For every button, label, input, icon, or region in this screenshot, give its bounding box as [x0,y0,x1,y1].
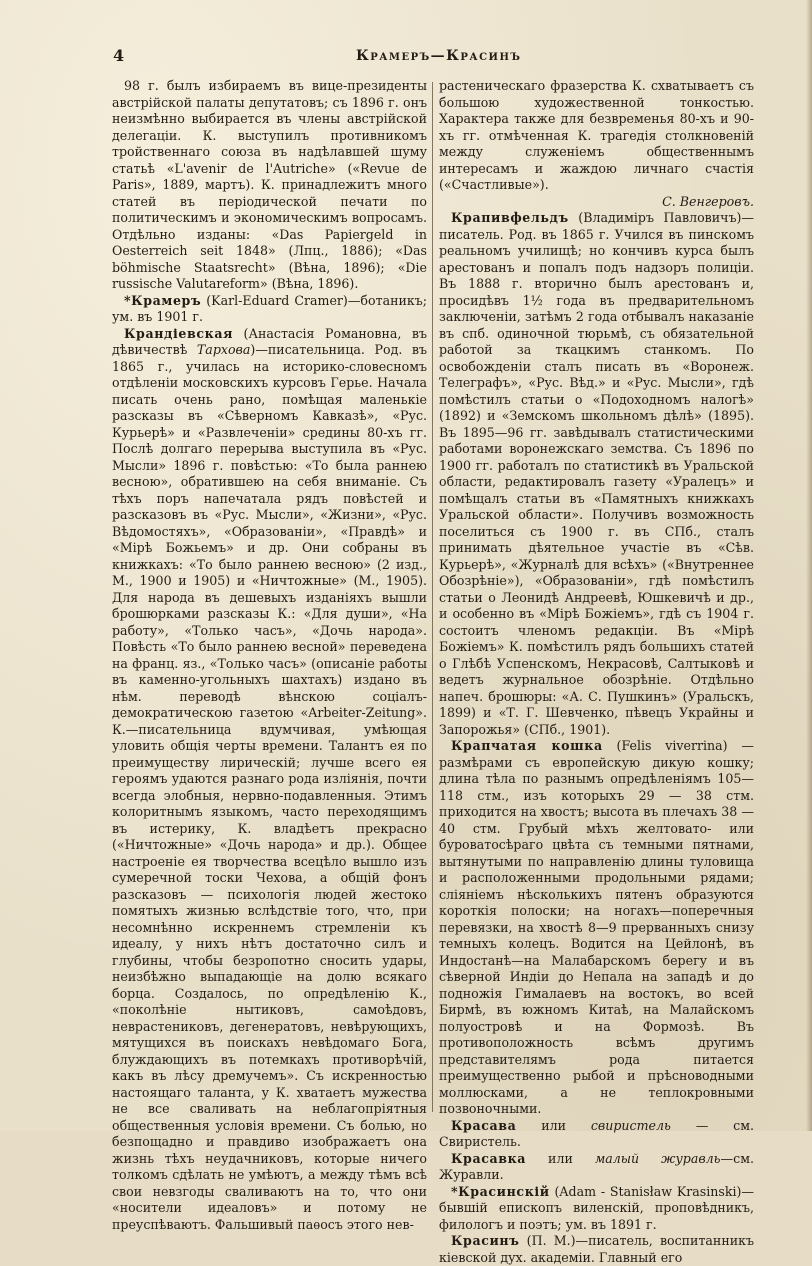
entry-headword: *Красинскій [451,1183,550,1199]
entry-text: — см. Свиристель. [439,1117,754,1149]
entry-headword: Красинъ [451,1233,520,1248]
entry-headword: *Крамеръ [124,292,202,308]
entry-paragraph [112,326,427,1234]
entry-paragraph [439,210,754,738]
entry-text: (Владиміръ Павловичъ)—писатель. Род. въ 1865 г. Учился въ пинскомъ реальномъ училищѣ; но кончивъ курса былъ арестованъ и попалъ подъ надзоръ полиціи. Въ 1888 г. вторично былъ арестованъ и, просидѣвъ 1½ года въ предварительномъ заключеніи, затѣмъ 2 года отбывалъ наказаніе въ спб. одиночной тюрьмѣ, съ обязательной работой за ткацкимъ станкомъ. По освобожденіи сталъ писать въ «Воронеж. Телеграфъ», «Рус. Вѣд.» и «Рус. Мысли», гдѣ помѣстилъ статьи о «Подоходномъ налогѣ» (1892) и «Земскомъ школьномъ дѣлѣ» (1895). Въ 1895—96 гг. завѣдывалъ статистическими работами воронежскаго земства. Съ 1896 по 1900 гг. работалъ по статистикѣ въ Уральской области, редактировалъ газету «Уралецъ» и помѣщалъ статьи въ «Памятныхъ книжкахъ Уральской области». Получивъ возможность поселиться съ 1900 г. въ СПб., сталъ принимать дѣятельное участіе въ «Сѣв. Курьерѣ», «Журналѣ для всѣхъ» («Внутреннее Обозрѣніе»), «Образованіи», гдѣ помѣстилъ статьи о Леонидѣ Андреевѣ, Юшкевичѣ и др., и особенно въ «Мірѣ Божіемъ», гдѣ съ 1904 г. состоитъ членомъ редакціи. Въ «Мірѣ Божіемъ» К. помѣстилъ рядъ большихъ статей о Глѣбѣ Успенскомъ, Некрасовѣ, Салтыковѣ и ведетъ журнальное обозрѣніе. Отдѣльно напеч. брошюры: «А. С. Пушкинъ» (Уральскъ, 1899) и «Т. Г. Шевченко, пѣвецъ Украйны и Запорожья» (СПб., 1901). [439,210,754,737]
left-column [112,78,428,1232]
entry-paragraph [439,1118,754,1151]
column-divider [432,82,433,1112]
entry-headword: Красава [451,1117,517,1133]
entry-text: растеническаго фразерства К. схватываетъ съ большою художественной тонкостью. Характера также для безвременья 80-хъ и 90-хъ гг. отмѣченная К. трагедія столкновеній между служеніемъ общественнымъ интересамъ и жаждою личнаго счастія («Счастливые»). [439,78,754,192]
entry-headword: Красавка [451,1150,527,1166]
entry-text: —см. Журавли. [439,1150,754,1182]
entry-text: )—писательница. Род. въ 1865 г., училась на историко-словесномъ отдѣленіи московскихъ курсовъ Герье. Начала писать очень рано, помѣщая маленькіе разсказы въ «Сѣверномъ Кавказѣ», «Рус. Курьерѣ» и «Развлеченіи» средины 80-хъ гг. Послѣ долгаго перерыва выступила въ «Рус. Мысли» 1896 г. повѣстью: «То была раннею весною», обратившею на себя вниманіе. Съ тѣхъ поръ напечатала рядъ повѣстей и разсказовъ въ «Рус. Мысли», «Жизни», «Рус. Вѣдомостяхъ», «Образованіи», «Правдѣ» и «Мірѣ Божьемъ» и др. Они собраны въ книжкахъ: «То было раннею весною» (2 изд., М., 1900 и 1905) и «Ничтожные» (М., 1905). Для народа въ дешевыхъ изданіяхъ вышли брошюрками разсказы К.: «Для души», «На работу», «Только часъ», «Дочь народа». Повѣсть «То было раннею весной» переведена на франц. яз., «Только часъ» (описаніе работы въ каменно-угольныхъ шахтахъ) издано въ нѣм. переводѣ вѣнскою соціалъ-демократическою газетою «Arbeiter-Zeitung». К.—писательница вдумчивая, умѣющая уловить общія черты времени. Талантъ ея по преимуществу лирическій; лучше всего ея героямъ удаются разнаго рода изліянія, почти всегда элобныя, нервно-подавленныя. Этимъ колоритнымъ языкомъ, часто переходящимъ въ истерику, К. владѣетъ прекрасно («Ничтожные» «Дочь народа» и др.). Общее настроеніе ея творчества всецѣло вышло изъ сумеречной тоски Чехова, а общій фонъ разсказовъ — психологія людей жестоко помятыхъ жизнью вслѣдствіе того, что, при несомнѣнно искреннемъ стремленіи къ идеалу, у нихъ нѣтъ достаточно силъ и глубины, чтобы безропотно сносить удары, неизбѣжно выпадающіе на долю всякаго борца. Создалось, по опредѣленію К., «поколѣніе нытиковъ, самоѣдовъ, неврастениковъ, дегенератовъ, невѣрующихъ, мятущихся въ поискахъ невѣдомаго Бога, блуждающихъ въ потемкахъ противорѣчій, какъ въ лѣсу дремучемъ». Съ искренностью настоящаго таланта, у К. хватаетъ мужества не все сваливать на неблагопріятныя общественныя условія времени. Съ болью, но безпощадно и правдиво изображаетъ она жизнь тѣхъ неудачниковъ, которые ничего толкомъ сдѣлать не умѣютъ, а между тѣмъ всѣ свои невзгоды сваливаютъ на то, что они «носители идеаловъ» и потому не преуспѣваютъ. Фальшивый паѳосъ этого нев- [112,342,428,1232]
author-signature: С. Венгеровъ. [662,193,754,209]
entry-paragraph [439,1184,754,1234]
entry-text: или [526,1150,595,1166]
entry-text: (Adam - Stanisław Krasinski)—бывшій епископъ виленскій, проповѣдникъ, филологъ и поэтъ; ум. въ 1891 г. [439,1183,754,1232]
entry-paragraph [439,1151,754,1184]
entry-text: Тархова [196,342,251,357]
entry-text: (Felis viverrina) —размѣрами съ европейскую дикую кошку; длина тѣла по разнымъ опредѣленіямъ 105—118 стм., изъ которыхъ 29 — 38 стм. приходится на хвостъ; высота въ плечахъ 38 — 40 стм. Грубый мѣхъ желтовато- или буроватосѣраго цвѣта съ темными пятнами, вытянутыми по направленію длины туловища и расположенными продольными рядами; сліяніемъ нѣсколькихъ пятенъ образуются короткія полоски; на ногахъ—поперечныя перевязки, на хвостѣ 8—9 прерванныхъ снизу темныхъ колецъ. Водится на Цейлонѣ, въ Индостанѣ—на Малабарскомъ берегу и въ сѣверной Индіи до Непала на западѣ и до подножія Гималаевъ на востокъ, во всей Бирмѣ, въ южномъ Китаѣ, на Малайскомъ полуостровѣ и на Формозѣ. Въ противоположность всѣмъ другимъ представителямъ рода питается преимущественно рыбой и прѣсноводными моллюсками, а не теплокровными позвоночными. [439,738,754,1116]
entry-text: или [516,1117,591,1133]
entry-paragraph [112,293,427,326]
entry-text: малый журавль [594,1150,721,1166]
entry-headword: Крандіевская [124,325,234,341]
entry-paragraph [439,1233,754,1266]
entry-text: (Karl-Eduard Cramer)—ботаникъ; ум. въ 1901 г. [112,292,427,324]
entry-paragraph [439,78,754,210]
right-column [439,78,754,1265]
entry-text: 98 г. былъ избираемъ въ вице-президенты австрійской палаты депутатовъ; съ 1896 г. онъ неизмѣнно выбирается въ члены австрійской делегаціи. К. выступилъ противникомъ тройственнаго союза въ надѣлавшей шуму статьѣ «L'avenir de l'Autriche» («Revue de Paris», 1889, мартъ). К. принадлежитъ много статей въ періодической печати по политическимъ и экономическимъ вопросамъ. Отдѣльно изданы: «Das Papiergeld in Oesterreich seit 1848» (Лпц., 1886); «Das böhmische Staatsrecht» (Вѣна, 1896); «Die russische Valutareform» (Вѣна, 1896). [112,78,427,291]
page-edge-shadow [806,0,812,1131]
entry-headword: Крапчатая кошка [451,738,603,753]
running-head: Крамеръ—Красинъ [356,48,522,64]
entry-text: свиристель [590,1117,671,1133]
entry-paragraph [112,78,427,293]
page-number: 4 [113,46,125,65]
entry-headword: Крапивфельдъ [451,210,569,225]
entry-text: (П. М.)—писатель, воспитанникъ кіевской дух. академіи. Главный его [439,1233,754,1265]
entry-paragraph [439,738,754,1118]
entry-text: (Анастасія Романовна, въ дѣвичествѣ [112,325,427,357]
